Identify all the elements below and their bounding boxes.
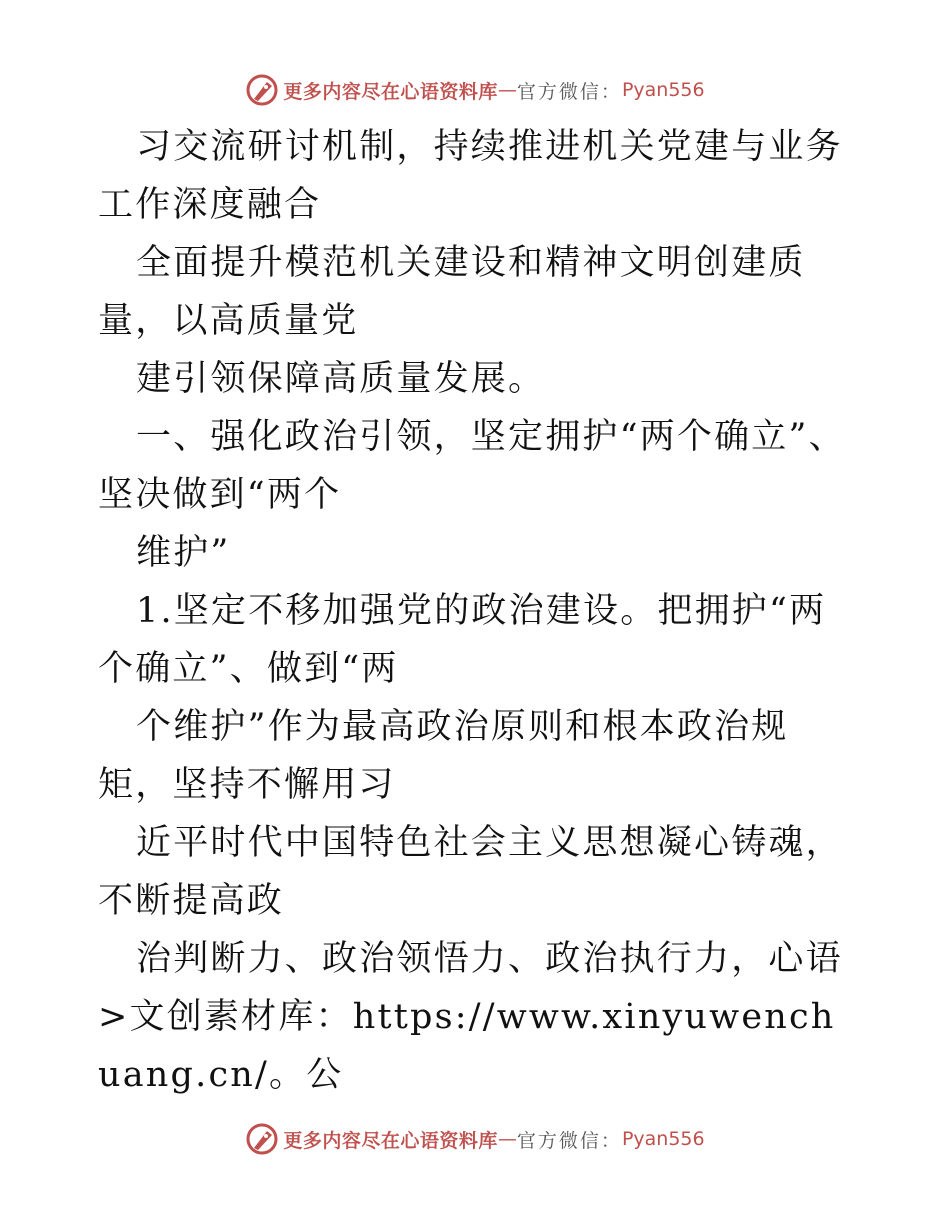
section-heading-1: 一、强化政治引领，坚定拥护“两个确立”、坚决做到“两个	[98, 417, 846, 515]
paragraph-3: 建引领保障高质量发展。	[136, 359, 546, 399]
footer-watermark-banner	[0, 1122, 950, 1156]
header-wechat-id: Pyan556	[621, 79, 705, 101]
pen-nib-logo-icon	[245, 1122, 279, 1156]
paragraph-4: 1.坚定不移加强党的政治建设。把拥护“两个确立”、做到“两	[98, 591, 827, 689]
section-heading-1-cont: 维护”	[136, 533, 231, 573]
header-brand-text: 更多内容尽在心语资料库	[283, 80, 498, 103]
header-watermark-banner	[0, 73, 950, 107]
footer-official-label: 官方微信：	[516, 1129, 622, 1152]
document-body	[98, 118, 854, 1104]
footer-separator: —	[497, 1128, 517, 1150]
footer-wechat-id: Pyan556	[621, 1128, 705, 1150]
footer-brand-text: 更多内容尽在心语资料库	[283, 1129, 498, 1152]
paragraph-5: 个维护”作为最高政治原则和根本政治规矩，坚持不懈用习	[98, 707, 789, 805]
header-separator: —	[497, 79, 517, 101]
header-official-label: 官方微信：	[516, 80, 622, 103]
pen-nib-logo-icon	[245, 73, 279, 107]
paragraph-6: 近平时代中国特色社会主义思想凝心铸魂，不断提高政	[98, 823, 843, 921]
paragraph-1: 习交流研讨机制，持续推进机关党建与业务工作深度融合	[98, 127, 843, 225]
paragraph-2: 全面提升模范机关建设和精神文明创建质量，以高质量党	[98, 243, 806, 341]
paragraph-7: 治判断力、政治领悟力、政治执行力，心语>文创素材库：https://www.xinyuwenchuang.cn/。公	[98, 939, 843, 1095]
